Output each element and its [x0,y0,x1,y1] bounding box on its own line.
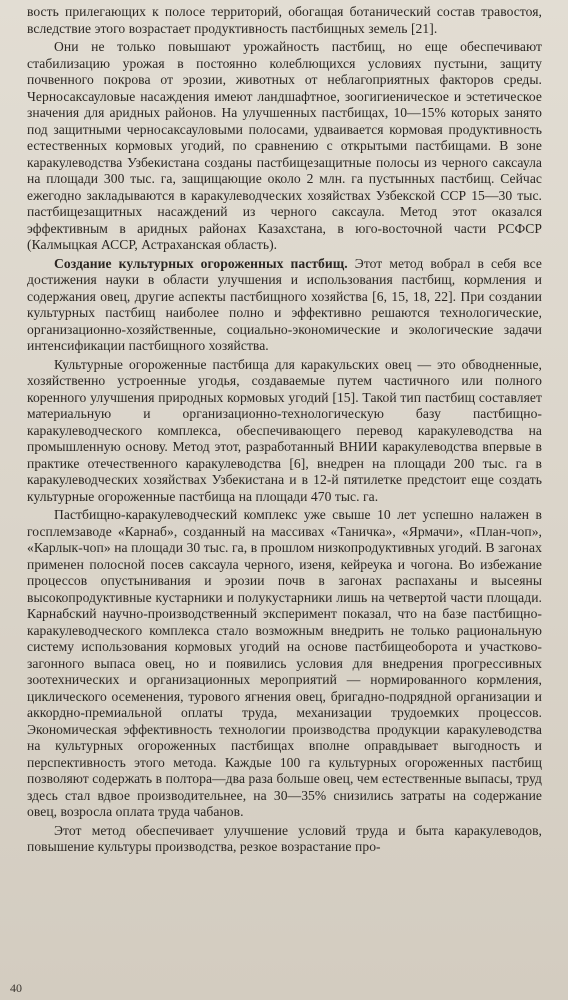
paragraph-continuation [27,4,542,37]
section-run-in-heading: Создание культурных огороженных пастбищ. [54,255,348,271]
paragraph-method-benefits [27,823,542,856]
paragraph-text: Пастбищно-каракулеводческий комплекс уже свыше 10 лет успешно налажен в госплемзаводе «Карнаб», созданный на массивах «Таничка», «Ярмачи», «План-чоп», «Карлык-чоп» на площади 30 тыс. га, в прошлом низкопродуктивных угодий. В загонах применен полосной посев саксаула черного, изеня, кейреука и чогона. Во избежание процессов опустынивания и эрозии почв в загонах распаханы и высеяны высокопродуктивные кустарники и полукустарники лишь на четвертой части площади. Карнабский научно-производственный эксперимент показал, что на базе пастбищно-каракулеводческого комплекса стало возможным внедрить не только рациональную систему использования кормовых угодий на основе пастбищеоборота и участково-загонного выпаса овец, но и появились условия для внедрения прогрессивных зоотехнических и организационных мероприятий — нормированного кормления, циклического осеменения, турового ягнения овец, бригадно-подрядной организации и аккордно-премиальной оплаты труда, механизации трудоемких процессов. Экономическая эффективность технологии производства продукции каракулеводства на культурных огороженных пастбищах вполне оправдывает выгодность и перспективность этого метода. Каждые 100 га культурных огороженных пастбищ позволяют содержать в полтора—два раза больше овец, чем естественные выпасы, труд здесь стал вдвое производительнее, на 30—35% снизились затраты на содержание овец, возросла оплата труда чабанов. [27,507,542,819]
paragraph-text: Они не только повышают урожайность пастбищ, но еще обеспечивают стабилизацию урожая в постоянно колеблющихся условиях пустыни, защиту почвенного покрова от эрозии, животных от неблагоприятных факторов среды. Черносаксауловые насаждения имеют ландшафтное, зоогигиеническое и эстетическое значения для аридных районов. На улучшенных пастбищах, 10—15% которых занято под защитными черносаксауловыми полосами, удваивается кормовая продуктивность естественных кормовых угодий, по сравнению с открытыми пастбищами. В зоне каракулеводства Узбекистана созданы пастбищезащитные полосы из черного саксаула на площади 300 тыс. га, защищающие около 2 млн. га пустынных пастбищ. Сейчас ежегодно закладываются в каракулеводческих хозяйствах Узбекской ССР 15—30 тыс. пастбищезащитных насаждений из черного саксаула. Метод этот оказался эффективным в аридных районах Казахстана, в юго-восточной части РСФСР (Калмыцкая АССР, Астраханская область). [27,39,542,252]
page-number: 40 [10,981,22,995]
paragraph-cultural-pastures-heading [27,256,542,355]
paragraph-text: вость прилегающих к полосе территорий, обогащая ботанический состав травостоя, вследствие этого возрастает продуктивность пастбищных земель [21]. [27,4,542,36]
paragraph-karnab-complex [27,507,542,821]
paragraph-text: Культурные огороженные пастбища для каракульских овец — это обводненные, хозяйственно устроенные угодья, создаваемые путем частичного или полного коренного улучшения природных кормовых угодий [15]. Такой тип пастбищ составляет материальную и организационно-технологическую базу пастбищно-каракулеводческого комплекса, обеспечивающего перевод каракулеводства на промышленную основу. Метод этот, разработанный ВНИИ каракулеводства впервые в практике отечественного каракулеводства [6], внедрен на площади 200 тыс. га в каракулеводческих хозяйствах Узбекистана и в 12-й пятилетке предстоит еще создать культурные огороженные пастбища на площади 470 тыс. га. [27,356,542,504]
paragraph-text: Этот метод обеспечивает улучшение условий труда и быта каракулеводов, повышение культуры производства, резкое возрастание про- [27,822,542,854]
paragraph-shelterbelts [27,39,542,254]
paragraph-cultural-pastures-definition [27,357,542,506]
paragraph-text: Этот метод вобрал в себя все достижения науки в области улучшения и использования пастбищ, кормления и содержания овец, другие аспекты пастбищного хозяйства [6, 15, 18, 22]. При создании культурных пастбищ наиболее полно и эффективно решаются технологические, организационно-хозяйственные, социально-экономические и экологические задачи интенсификации пастбищного хозяйства. [27,255,542,353]
